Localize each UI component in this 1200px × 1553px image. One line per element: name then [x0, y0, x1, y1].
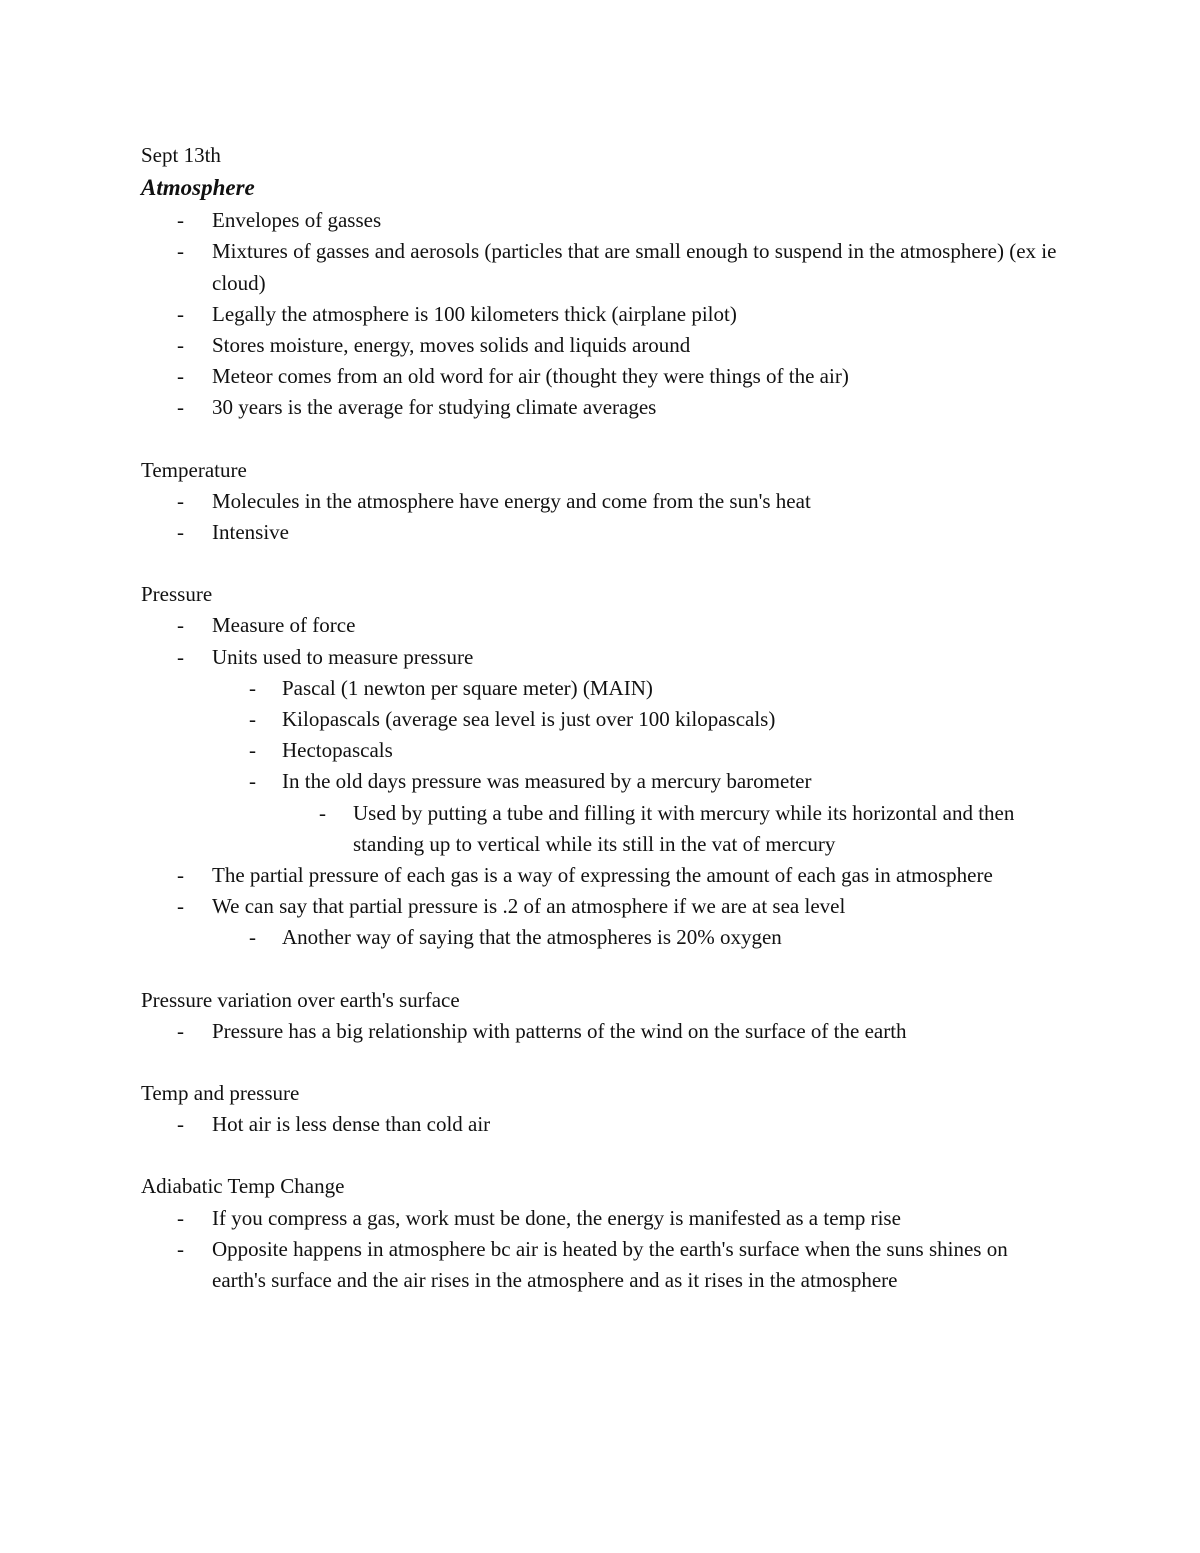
section-temperature — [141, 455, 1061, 549]
list-item: - Envelopes of gasses — [141, 205, 1061, 236]
sub-list-item: - Pascal (1 newton per square meter) (MAIN) — [141, 673, 1061, 704]
list-item — [141, 891, 1061, 953]
list-item: - Meteor comes from an old word for air (thought they were things of the air) — [141, 361, 1061, 392]
list-item: - Intensive — [141, 517, 1061, 548]
list-item: - Opposite happens in atmosphere bc air is heated by the earth's surface when the suns shines on earth's surface and the air rises in the atmosphere and as it rises in the atmosphere — [141, 1234, 1061, 1296]
note-date: Sept 13th — [141, 143, 221, 167]
bullet-list — [141, 1203, 1061, 1297]
list-item: - Mixtures of gasses and aerosols (particles that are small enough to suspend in the atmosphere) (ex ie cloud) — [141, 236, 1061, 298]
section-heading: Adiabatic Temp Change — [141, 1174, 345, 1199]
list-item — [141, 642, 1061, 860]
section-pressure — [141, 579, 1061, 953]
list-item: - Molecules in the atmosphere have energy and come from the sun's heat — [141, 486, 1061, 517]
section-heading: Temperature — [141, 457, 247, 482]
sub-bullet-list — [141, 922, 1061, 953]
bullet-list — [141, 205, 1061, 423]
sub-bullet-list — [141, 673, 1061, 860]
list-item: - Hot air is less dense than cold air — [141, 1109, 1061, 1140]
bullet-list — [141, 486, 1061, 548]
section-atmosphere — [141, 205, 1061, 423]
list-item: - If you compress a gas, work must be done, the energy is manifested as a temp rise — [141, 1203, 1061, 1234]
list-item-text: Units used to measure pressure — [212, 644, 474, 669]
section-heading: Pressure variation over earth's surface — [141, 987, 460, 1012]
sub-list-item: - Kilopascals (average sea level is just over 100 kilopascals) — [141, 704, 1061, 735]
sub-sub-list-item: - Used by putting a tube and filling it with mercury while its horizontal and then standing up to vertical while its still in the vat of mercury — [141, 798, 1061, 860]
list-item: - Measure of force — [141, 610, 1061, 641]
bullet-list — [141, 1109, 1061, 1140]
list-item: - Stores moisture, energy, moves solids and liquids around — [141, 330, 1061, 361]
section-pressure-variation — [141, 985, 1061, 1047]
sub-sub-bullet-list — [141, 798, 1061, 860]
list-item: - Legally the atmosphere is 100 kilometers thick (airplane pilot) — [141, 299, 1061, 330]
section-temp-and-pressure — [141, 1078, 1061, 1140]
list-item: - The partial pressure of each gas is a way of expressing the amount of each gas in atmosphere — [141, 860, 1061, 891]
list-item: - Pressure has a big relationship with patterns of the wind on the surface of the earth — [141, 1016, 1061, 1047]
bullet-list — [141, 1016, 1061, 1047]
section-heading: Temp and pressure — [141, 1081, 300, 1106]
sub-list-item-text: In the old days pressure was measured by a mercury barometer — [282, 769, 812, 794]
bullet-list — [141, 610, 1061, 953]
list-item-text: We can say that partial pressure is .2 of an atmosphere if we are at sea level — [212, 894, 846, 919]
document-page — [141, 140, 1061, 1327]
sub-list-item — [141, 766, 1061, 860]
section-heading: Pressure — [141, 582, 213, 607]
page-title: Atmosphere — [141, 175, 255, 201]
section-adiabatic — [141, 1171, 1061, 1296]
sub-list-item: - Hectopascals — [141, 735, 1061, 766]
sub-list-item: - Another way of saying that the atmospheres is 20% oxygen — [141, 922, 1061, 953]
list-item: - 30 years is the average for studying climate averages — [141, 392, 1061, 423]
